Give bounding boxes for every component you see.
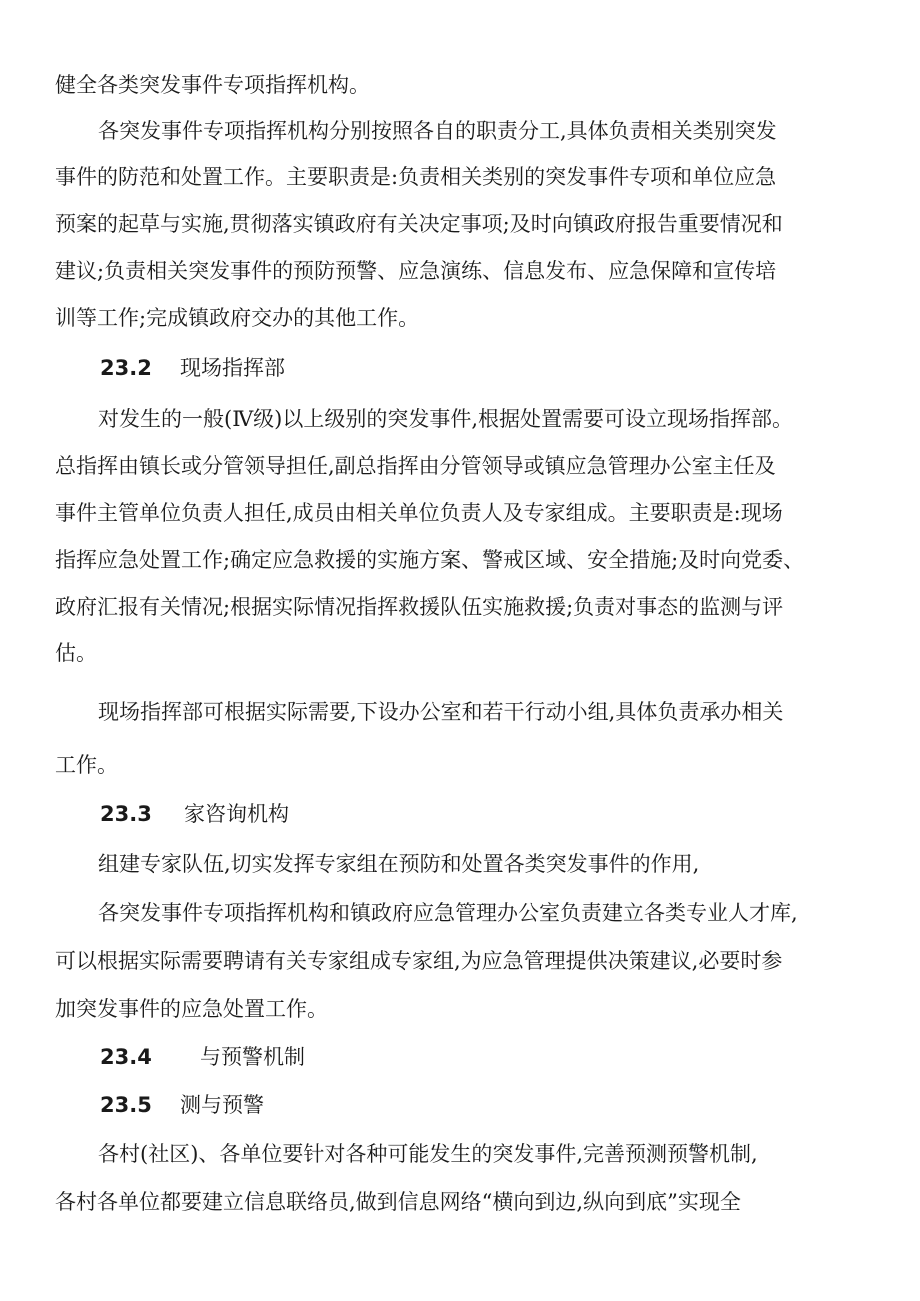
paragraph-line: 可以根据实际需要聘请有关专家组成专家组,为应急管理提供决策建议,必要时参 xyxy=(55,949,783,973)
section-heading-23-2 xyxy=(100,353,285,383)
paragraph-line: 各村各单位都要建立信息联络员,做到信息网络“横向到边,纵向到底”实现全 xyxy=(55,1190,741,1214)
paragraph-line: 健全各类突发事件专项指挥机构。 xyxy=(55,73,370,97)
paragraph-line: 现场指挥部可根据实际需要,下设办公室和若干行动小组,具体负责承办相关 xyxy=(98,700,784,724)
section-title: 测与预警 xyxy=(180,1093,264,1117)
paragraph-line: 工作。 xyxy=(55,753,118,777)
section-number: 23.3 xyxy=(100,802,152,826)
paragraph-line: 预案的起草与实施,贯彻落实镇政府有关决定事项;及时向镇政府报告重要情况和 xyxy=(55,212,783,236)
section-number: 23.4 xyxy=(100,1045,152,1069)
section-number: 23.5 xyxy=(100,1093,152,1117)
paragraph-line: 指挥应急处置工作;确定应急救援的实施方案、警戒区域、安全措施;及时向党委、 xyxy=(55,548,805,572)
section-heading-23-3 xyxy=(100,799,289,829)
paragraph-line: 事件的防范和处置工作。主要职责是:负责相关类别的突发事件专项和单位应急 xyxy=(55,165,777,189)
paragraph-line: 总指挥由镇长或分管领导担任,副总指挥由分管领导或镇应急管理办公室主任及 xyxy=(55,454,776,478)
paragraph-line: 事件主管单位负责人担任,成员由相关单位负责人及专家组成。主要职责是:现场 xyxy=(55,501,783,525)
section-heading-23-5 xyxy=(100,1090,264,1120)
paragraph-line: 各村(社区)、各单位要针对各种可能发生的突发事件,完善预测预警机制, xyxy=(98,1142,758,1166)
section-title: 现场指挥部 xyxy=(180,356,285,380)
paragraph-line: 组建专家队伍,切实发挥专家组在预防和处置各类突发事件的作用, xyxy=(98,852,700,876)
paragraph-line: 各突发事件专项指挥机构和镇政府应急管理办公室负责建立各类专业人才库, xyxy=(98,901,798,925)
paragraph-line: 建议;负责相关突发事件的预防预警、应急演练、信息发布、应急保障和宣传培 xyxy=(55,259,777,283)
paragraph-line: 对发生的一般(Ⅳ级)以上级别的突发事件,根据处置需要可设立现场指挥部。 xyxy=(98,407,794,431)
paragraph-line: 训等工作;完成镇政府交办的其他工作。 xyxy=(55,306,420,330)
paragraph-line: 估。 xyxy=(55,641,97,665)
paragraph-line: 加突发事件的应急处置工作。 xyxy=(55,997,328,1021)
section-heading-23-4 xyxy=(100,1042,305,1072)
section-title: 与预警机制 xyxy=(200,1045,305,1069)
section-title: 家咨询机构 xyxy=(184,802,289,826)
paragraph-line: 各突发事件专项指挥机构分别按照各自的职责分工,具体负责相关类别突发 xyxy=(98,119,777,143)
paragraph-line: 政府汇报有关情况;根据实际情况指挥救援队伍实施救援;负责对事态的监测与评 xyxy=(55,595,784,619)
section-number: 23.2 xyxy=(100,356,152,380)
